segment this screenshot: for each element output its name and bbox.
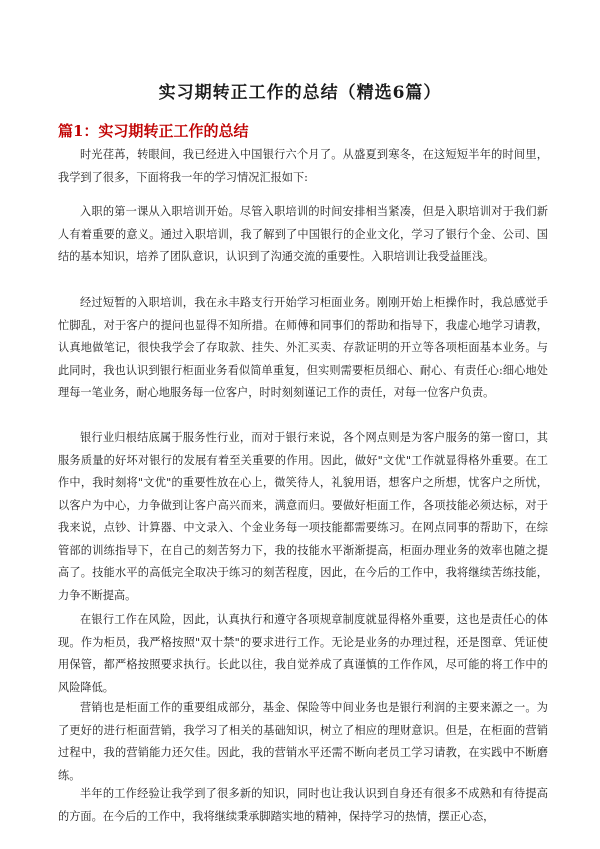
document-title: 实习期转正工作的总结（精选6篇） (158, 83, 442, 103)
paragraph-4: 银行业归根结底属于服务性行业，而对于银行来说，各个网点则是为客户服务的第一窗口，其服务质量的好坏对银行的发展有着至关重要的作用。因此，做好"文优"工作就显得格外重要。在工作中，我时刻将"文优"的重要性放在心上，微笑待人，礼貌用语，想客户之所想，忧客户之所忧，以客户为中心，力争做到让客户高兴而来，满意而归。要做好柜面工作，各项技能必须达标，对于我来说，点钞、计算器、中文录入、个金业务每一项技能都需要练习。在网点同事的帮助下，在综管部的训练指导下，在自己的刻苦努力下，我的技能水平渐渐提高，柜面办理业务的效率也随之提高了。技能水平的高低完全取决于练习的刻苦程度，因此，在今后的工作中，我将继续苦练技能，力争不断提高。 (58, 431, 548, 602)
section-heading: 篇1：实习期转正工作的总结 (58, 122, 249, 140)
paragraph-1: 时光荏苒，转眼间，我已经进入中国银行六个月了。从盛夏到寒冬，在这短短半年的时间里，我学到了很多，下面将我一年的学习情况汇报如下: (58, 148, 548, 184)
paragraph-6: 营销也是柜面工作的重要组成部分，基金、保险等中间业务也是银行利润的主要来源之一。为了更好的进行柜面营销，我学习了相关的基础知识，树立了相应的理财意识。但是，在柜面的营销过程中，我的营销能力还欠佳。因此，我的营销水平还需不断向老员工学习请教，在实践中不断磨练。 (58, 701, 548, 782)
paragraph-7: 半年的工作经验让我学到了很多新的知识，同时也让我认识到自身还有很多不成熟和有待提高的方面。在今后的工作中，我将继续秉承脚踏实地的精神，保持学习的热情，摆正心态， (58, 787, 548, 823)
paragraph-2: 入职的第一课从入职培训开始。尽管入职培训的时间安排相当紧凑，但是入职培训对于我们新人有着重要的意义。通过入职培训，我了解到了中国银行的企业文化，学习了银行个金、公司、国结的基本知识，培养了团队意识，认识到了沟通交流的重要性。入职培训让我受益匪浅。 (58, 205, 548, 263)
paragraph-3: 经过短暂的入职培训，我在永丰路支行开始学习柜面业务。刚刚开始上柜操作时，我总感觉手忙脚乱，对于客户的提问也显得不知所措。在师傅和同事们的帮助和指导下，我虚心地学习请教，认真地做笔记，很快我学会了存取款、挂失、外汇买卖、存款证明的开立等各项柜面基本业务。与此同时，我也认识到银行柜面业务看似简单重复，但实则需要柜员细心、耐心、有责任心:细心地处理每一笔业务，耐心地服务每一位客户，时时刻刻谨记工作的责任，对每一位客户负责。 (58, 296, 548, 399)
paragraph-5: 在银行工作在风险，因此，认真执行和遵守各项规章制度就显得格外重要，这也是责任心的体现。作为柜员，我严格按照"双十禁"的要求进行工作。无论是业务的办理过程，还是图章、凭证使用保管，都严格按照要求执行。长此以往，我自觉养成了真谨慎的工作作风，尽可能的将工作中的风险降低。 (58, 613, 548, 694)
